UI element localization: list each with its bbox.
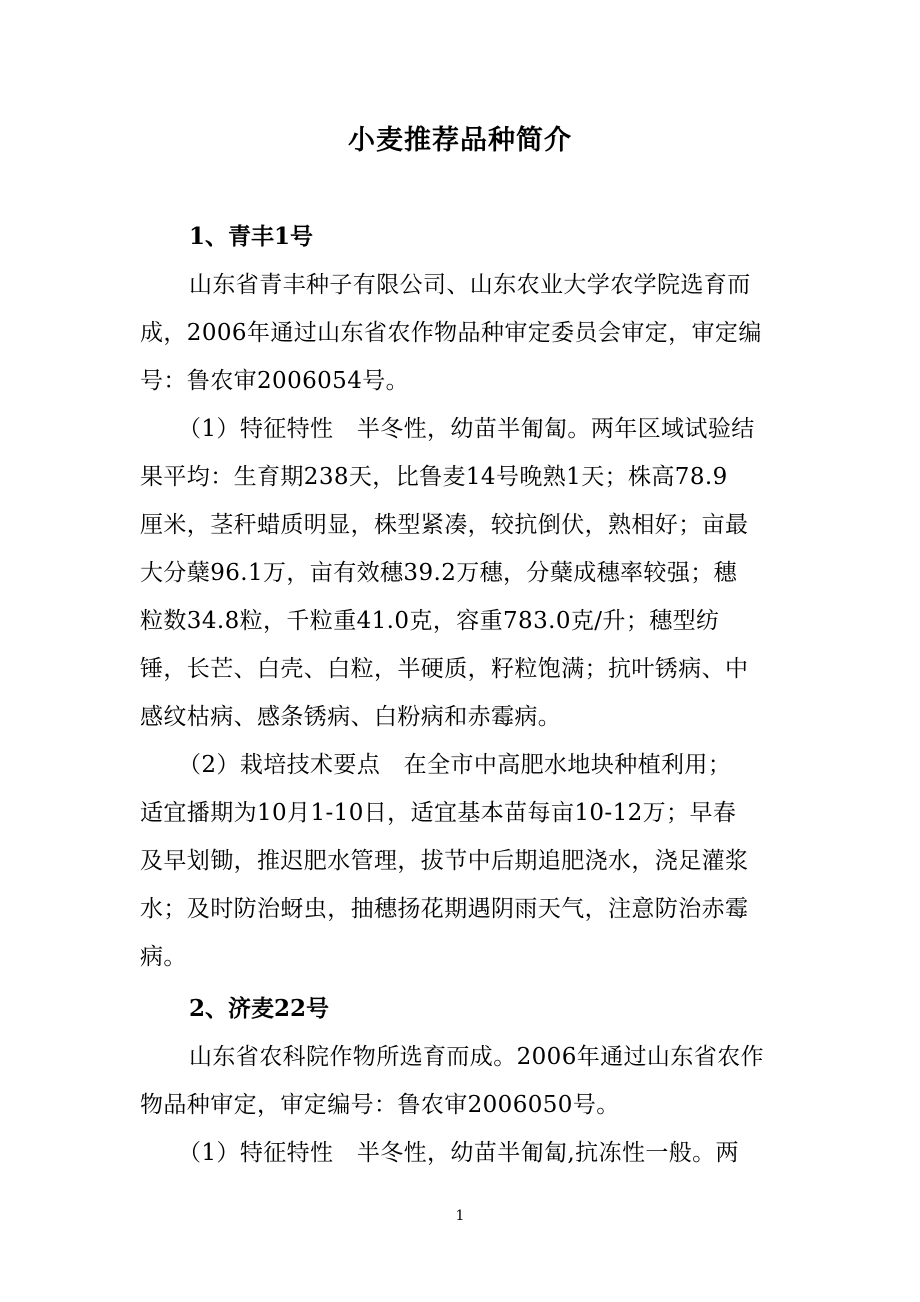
paragraph-line: （2）栽培技术要点 在全市中高肥水地块种植利用； (178, 752, 732, 778)
paragraph-line: 果平均：生育期238天，比鲁麦14号晚熟1天；株高78.9 (140, 464, 728, 490)
paragraph-line: 号：鲁农审2006054号。 (140, 368, 410, 394)
paragraph-line: 适宜播期为10月1-10日，适宜基本苗每亩10-12万；早春 (140, 800, 737, 826)
paragraph-line: 成，2006年通过山东省农作物品种审定委员会审定，审定编 (140, 320, 762, 346)
paragraph-line: 山东省青丰种子有限公司、山东农业大学农学院选育而 (189, 272, 751, 298)
paragraph-line: 感纹枯病、感条锈病、白粉病和赤霉病。 (140, 704, 562, 730)
section-heading-qingfeng-1: 1、青丰1号 (189, 223, 314, 250)
page-number: 1 (455, 1208, 465, 1224)
paragraph-line: 大分蘖96.1万，亩有效穗39.2万穗，分蘖成穗率较强；穗 (140, 560, 738, 586)
paragraph-line: 物品种审定，审定编号：鲁农审2006050号。 (140, 1092, 620, 1118)
paragraph-line: 水；及时防治蚜虫，抽穗扬花期遇阴雨天气，注意防治赤霉 (140, 896, 749, 922)
paragraph-line: 锤，长芒、白壳、白粒，半硬质，籽粒饱满；抗叶锈病、中 (140, 656, 749, 682)
paragraph-line: 山东省农科院作物所选育而成。2006年通过山东省农作 (189, 1044, 764, 1070)
paragraph-line: 病。 (140, 944, 187, 970)
document-title: 小麦推荐品种简介 (348, 125, 572, 156)
paragraph-line: 粒数34.8粒，千粒重41.0克，容重783.0克/升；穗型纺 (140, 608, 720, 634)
paragraph-line: （1）特征特性 半冬性，幼苗半匍匐,抗冻性一般。两 (178, 1140, 739, 1166)
section-heading-jimai-22: 2、济麦22号 (189, 995, 330, 1022)
paragraph-line: 及早划锄，推迟肥水管理，拔节中后期追肥浇水，浇足灌浆 (140, 848, 749, 874)
paragraph-line: （1）特征特性 半冬性，幼苗半匍匐。两年区域试验结 (178, 416, 755, 442)
paragraph-line: 厘米，茎秆蜡质明显，株型紧凑，较抗倒伏，熟相好；亩最 (140, 512, 749, 538)
